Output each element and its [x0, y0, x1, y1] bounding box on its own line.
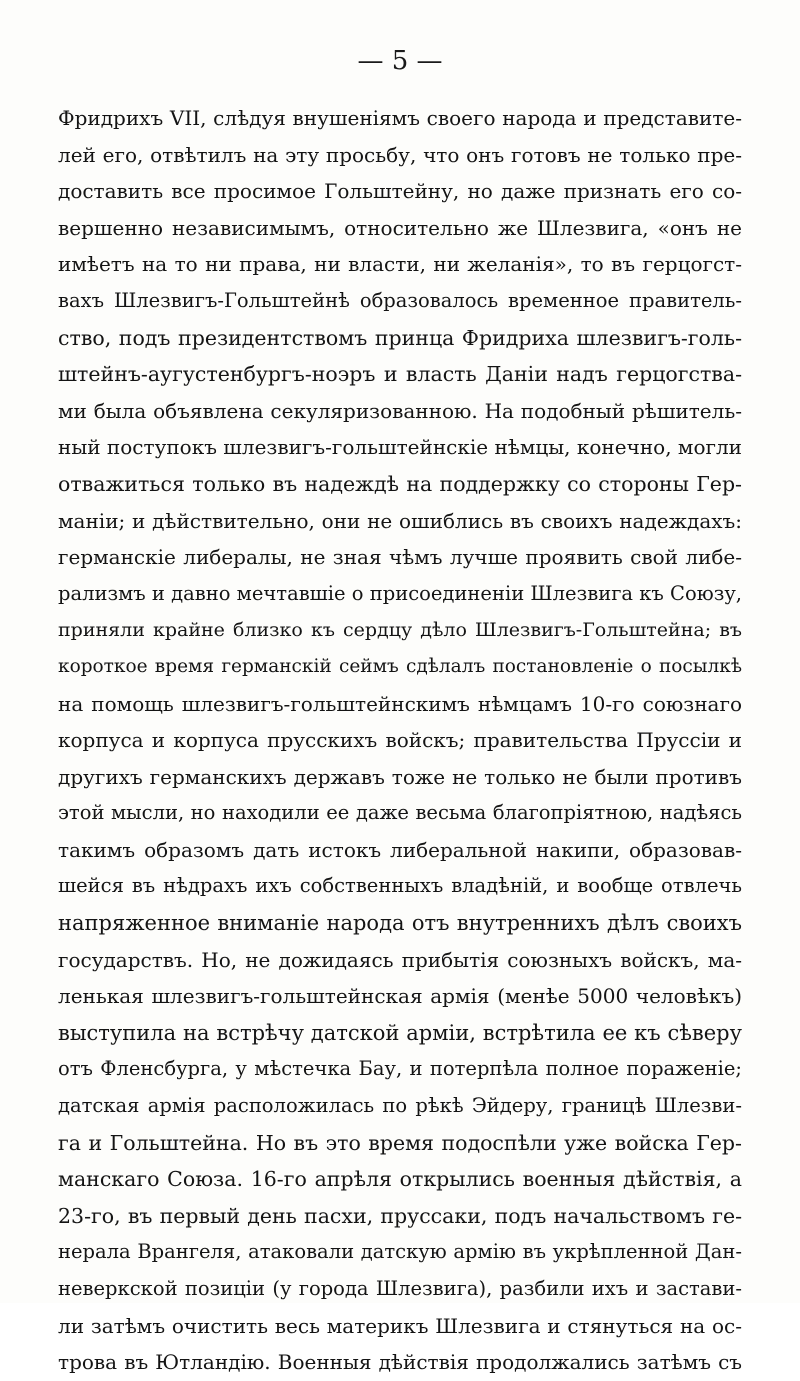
page-number: — 5 — [357, 46, 443, 76]
text-line: маніи; и дѣйствительно, они не ошиблись въ своихъ надеждахъ: [58, 508, 742, 533]
text-line: рализмъ и давно мечтавшіе о присоединеніи Шлезвига къ Союзу, [58, 581, 742, 605]
text-line: государствъ. Но, не дожидаясь прибытія союзныхъ войскъ, ма- [58, 947, 742, 972]
text-line: трова въ Ютландію. Военныя дѣйствія продолжались затѣмъ съ [58, 1350, 742, 1375]
text-line: датская армія расположилась по рѣкѣ Эйдеру, границѣ Шлезви- [58, 1094, 742, 1118]
text-line: лей его, отвѣтилъ на эту просьбу, что онъ готовъ не только пре- [58, 142, 742, 167]
text-line: га и Гольштейна. Но въ это время подоспѣли уже войска Гер- [58, 1130, 742, 1155]
text-line: выступила на встрѣчу датской арміи, встрѣтила ее къ сѣверу [58, 1020, 742, 1045]
text-line: приняли крайне близко къ сердцу дѣло Шлезвигъ-Гольштейна; въ [58, 619, 742, 642]
text-line: такимъ образомъ дать истокъ либеральной накипи, образовав- [58, 837, 742, 862]
text-line: этой мысли, но находили ее даже весьма благопріятною, надѣясь [58, 801, 742, 825]
text-line: ленькая шлезвигъ-гольштейнская армія (менѣе 5000 человѣкъ) [58, 984, 742, 1009]
text-line: доставить все просимое Гольштейну, но даже признать его со- [58, 179, 742, 204]
text-line: отъ Фленсбурга, у мѣстечка Бау, и потерпѣла полное пораженіе; [58, 1057, 742, 1081]
text-line: 23-го, въ первый день пасхи, пруссаки, подъ начальствомъ ге- [58, 1203, 742, 1228]
text-line: германскіе либералы, не зная чѣмъ лучше проявить свой либе- [58, 545, 742, 570]
text-line: другихъ германскихъ державъ тоже не только не были противъ [58, 764, 742, 789]
text-line: ство, подъ президентствомъ принца Фридриха шлезвигъ-голь- [58, 325, 742, 350]
text-line: ный поступокъ шлезвигъ-гольштейнскіе нѣмцы, конечно, могли [58, 435, 742, 460]
text-line: вахъ Шлезвигъ-Гольштейнѣ образовалось временное правитель- [58, 288, 742, 312]
text-line: вершенно независимымъ, относительно же Шлезвига, «онъ не [58, 215, 742, 240]
text-line: Фридрихъ VII, слѣдуя внушеніямъ своего народа и представите- [58, 106, 742, 130]
text-line: ли затѣмъ очистить весь материкъ Шлезвига и стянуться на ос- [58, 1313, 742, 1338]
text-line: корпуса и корпуса прусскихъ войскъ; правительства Пруссіи и [58, 728, 742, 753]
text-line: на помощь шлезвигъ-гольштейнскимъ нѣмцамъ 10-го союзнаго [58, 691, 742, 716]
text-line: нерала Врангеля, атаковали датскую армію въ укрѣпленной Дан- [58, 1240, 742, 1264]
text-line: штейнъ-аугустенбургъ-ноэръ и власть Даніи надъ герцогства- [58, 362, 742, 387]
text-line: короткое время германскій сеймъ сдѣлалъ постановленіе о посылкѣ [58, 655, 742, 677]
text-line: неверкской позиціи (у города Шлезвига), разбили ихъ и застави- [58, 1277, 742, 1300]
text-line: ми была объявлена секуляризованною. На подобный рѣшитель- [58, 398, 742, 423]
text-line: имѣетъ на то ни права, ни власти, ни желанія», то въ герцогст- [58, 252, 742, 277]
text-line: шейся въ нѣдрахъ ихъ собственныхъ владѣній, и вообще отвлечь [58, 874, 742, 898]
text-line: напряженное вниманіе народа отъ внутреннихъ дѣлъ своихъ [58, 911, 742, 936]
text-line: манскаго Союза. 16-го апрѣля открылись военныя дѣйствія, а [58, 1167, 742, 1192]
text-line: отважиться только въ надеждѣ на поддержку со стороны Гер- [58, 471, 742, 496]
body-text [58, 100, 742, 1381]
